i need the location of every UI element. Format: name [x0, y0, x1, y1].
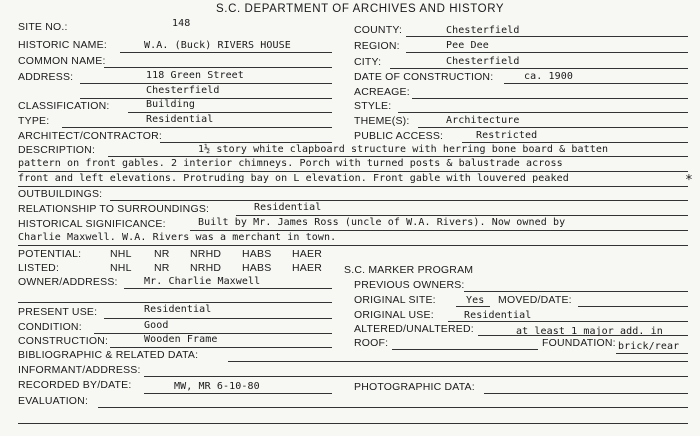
style-line [398, 112, 688, 113]
listed-nrhd: NRHD [190, 262, 222, 274]
public-access-line [462, 142, 688, 143]
foundation-line [616, 353, 688, 354]
original-use-value: Residential [464, 310, 532, 321]
acreage-line [412, 98, 688, 99]
themes-label: THEME(S): [354, 115, 410, 127]
informant-line [144, 376, 688, 377]
date-label: DATE OF CONSTRUCTION: [354, 71, 494, 83]
historic-name-line [120, 52, 332, 53]
region-value: Pee Dee [446, 40, 489, 51]
type-label: TYPE: [18, 115, 50, 127]
bibliographic-line [228, 361, 688, 362]
potential-nrhd: NRHD [190, 248, 222, 260]
bibliographic-label: BIBLIOGRAPHIC & RELATED DATA: [18, 349, 199, 361]
construction-label: CONSTRUCTION: [18, 335, 109, 347]
relationship-line [236, 215, 688, 216]
description-line-1 [108, 156, 688, 157]
historic-name-value: W.A. (Buck) RIVERS HOUSE [144, 40, 291, 51]
description-line-2 [18, 171, 688, 172]
construction-line [110, 347, 332, 348]
owner-label: OWNER/ADDRESS: [18, 276, 118, 288]
marker-program-heading: S.C. MARKER PROGRAM [344, 264, 474, 276]
significance-text-1: Built by Mr. James Ross (uncle of W.A. Rivers). Now owned by [198, 217, 566, 228]
architect-line [160, 142, 332, 143]
county-line [406, 36, 688, 37]
acreage-label: ACREAGE: [354, 86, 410, 98]
altered-value: at least 1 major add. in [516, 326, 663, 337]
public-access-value: Restricted [476, 130, 538, 141]
owner-line-2 [18, 302, 332, 303]
photographic-line [484, 393, 688, 394]
informant-label: INFORMANT/ADDRESS: [18, 364, 141, 376]
site-no-label: SITE NO.: [18, 21, 68, 33]
relationship-label: RELATIONSHIP TO SURROUNDINGS: [18, 203, 210, 215]
listed-haer: HAER [292, 262, 322, 274]
original-use-label: ORIGINAL USE: [354, 309, 434, 321]
site-no-value: 148 [172, 18, 191, 29]
recorded-value: MW, MR 6-10-80 [174, 381, 260, 392]
roof-label: ROOF: [354, 337, 389, 349]
region-label: REGION: [354, 40, 400, 52]
present-use-line [104, 318, 332, 319]
significance-line-1 [190, 230, 688, 231]
foundation-label: FOUNDATION: [542, 337, 616, 349]
previous-owners-line [464, 291, 688, 292]
historic-name-label: HISTORIC NAME: [18, 39, 107, 51]
potential-nhl: NHL [110, 248, 132, 260]
city-value: Chesterfield [446, 56, 520, 67]
address-value-1: 118 Green Street [146, 70, 244, 81]
outbuildings-label: OUTBUILDINGS: [18, 188, 103, 200]
address-line-1 [80, 83, 332, 84]
significance-line-2 [18, 245, 688, 246]
potential-label: POTENTIAL: [18, 248, 82, 260]
foundation-value: brick/rear [618, 341, 680, 352]
recorded-line [144, 393, 332, 394]
construction-value: Wooden Frame [144, 334, 218, 345]
address-label: ADDRESS: [18, 71, 74, 83]
description-line-3 [18, 186, 688, 187]
address-value-2: Chesterfield [146, 85, 220, 96]
owner-line-1 [124, 288, 332, 289]
original-site-line [456, 306, 490, 307]
public-access-label: PUBLIC ACCESS: [354, 130, 444, 142]
significance-text-2: Charlie Maxwell. W.A. Rivers was a merchant in town. [18, 232, 337, 243]
evaluation-line-1 [98, 407, 688, 408]
listed-nr: NR [154, 262, 170, 274]
moved-date-line [578, 306, 688, 307]
altered-label: ALTERED/UNALTERED: [354, 323, 474, 335]
previous-owners-label: PREVIOUS OWNERS: [354, 279, 465, 291]
description-label: DESCRIPTION: [18, 144, 96, 156]
county-label: COUNTY: [354, 24, 403, 36]
architect-label: ARCHITECT/CONTRACTOR: [18, 130, 163, 142]
potential-haer: HAER [292, 248, 322, 260]
original-use-line [448, 321, 688, 322]
city-label: CITY: [354, 56, 382, 68]
city-line [390, 68, 688, 69]
common-name-line [104, 67, 332, 68]
date-line [504, 83, 688, 84]
classification-value: Building [146, 99, 195, 110]
listed-label: LISTED: [18, 262, 60, 274]
potential-nr: NR [154, 248, 170, 260]
recorded-label: RECORDED BY/DATE: [18, 379, 132, 391]
significance-label: HISTORICAL SIGNIFICANCE: [18, 218, 166, 230]
original-site-value: Yes [466, 295, 485, 306]
potential-habs: HABS [242, 248, 272, 260]
original-site-label: ORIGINAL SITE: [354, 294, 436, 306]
evaluation-line-2 [18, 423, 688, 424]
description-text-1: 1½ story white clapboard structure with herring bone board & batten [198, 144, 609, 155]
photographic-label: PHOTOGRAPHIC DATA: [354, 381, 475, 393]
moved-date-label: MOVED/DATE: [498, 294, 572, 306]
description-text-2: pattern on front gables. 2 interior chimneys. Porch with turned posts & balustrade across [18, 158, 563, 169]
present-use-value: Residential [144, 304, 212, 315]
roof-line [392, 349, 538, 350]
form-title: S.C. DEPARTMENT OF ARCHIVES AND HISTORY [216, 3, 505, 15]
present-use-label: PRESENT USE: [18, 306, 98, 318]
type-line [62, 127, 332, 128]
date-value: ca. 1900 [524, 71, 573, 82]
condition-label: CONDITION: [18, 321, 82, 333]
type-value: Residential [146, 114, 214, 125]
themes-value: Architecture [446, 115, 520, 126]
region-line [406, 52, 688, 53]
common-name-label: COMMON NAME: [18, 55, 106, 67]
evaluation-label: EVALUATION: [18, 395, 89, 407]
outbuildings-line [110, 200, 688, 201]
classification-line [128, 112, 332, 113]
continuation-asterisk: * [685, 173, 693, 188]
listed-habs: HABS [242, 262, 272, 274]
county-value: Chesterfield [446, 25, 520, 36]
condition-value: Good [144, 320, 169, 331]
style-label: STYLE: [354, 100, 392, 112]
description-text-3: front and left elevations. Protruding bay on L elevation. Front gable with louvered peaked [18, 173, 569, 184]
listed-nhl: NHL [110, 262, 132, 274]
address-line-2 [80, 98, 332, 99]
relationship-value: Residential [254, 202, 322, 213]
themes-line [418, 127, 688, 128]
owner-value: Mr. Charlie Maxwell [144, 276, 261, 287]
classification-label: CLASSIFICATION: [18, 100, 110, 112]
